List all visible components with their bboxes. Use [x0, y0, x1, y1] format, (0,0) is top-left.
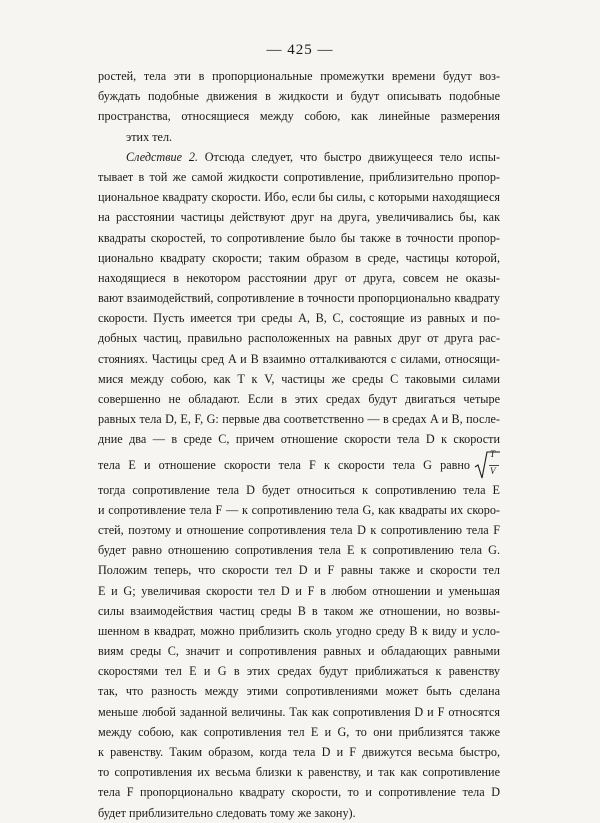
sqrt-formula-line: [98, 450, 500, 480]
text-line: дние два — в среде C, причем отношение скорости тела D к скорости: [98, 432, 500, 447]
text-line: тела F пропорционально квадрату скорости, то и сопротивление тела D: [98, 785, 500, 800]
text-line: тела E и отношение скорости тела F к скорости тела G равно: [98, 457, 470, 472]
sqrt-numerator: T: [490, 448, 496, 459]
text-line: совершенно не обладают. Если в этих средах будут двигаться четыре: [98, 392, 500, 406]
text-line: квадраты скоростей, то сопротивление было бы также в точности пропор-: [98, 230, 500, 245]
text-line: вают взаимодействий, сопротивление в точности пропорционально квадрату: [98, 291, 500, 306]
text-line: силы взаимодействия частиц среды B в таком же отношении, но возвы-: [98, 603, 500, 618]
text-line: к равенству. Таким образом, когда тела D и F движутся весьма быстро,: [98, 745, 500, 759]
text-line: скорости. Пусть имеется три среды A, B, C, состоящие из равных и по-: [98, 311, 500, 326]
text-line: на расстоянии частицы действуют друг на друга, увеличивались бы, как: [98, 210, 500, 225]
text-line: между собою, как сопротивления тел E и G, то они приблизятся также: [98, 724, 500, 739]
text-line: стояниях. Частицы сред A и B взаимно отталкиваются с силами, относящи-: [98, 351, 500, 366]
text-line: и сопротивление тела F — к сопротивлению тела G, как квадраты их скоро-: [98, 502, 500, 517]
text-line: виям среды C, значит и сопротивления равных и обладающих равными: [98, 644, 500, 659]
text-line: этих тел.: [126, 129, 173, 144]
sqrt-denominator: V: [490, 465, 496, 476]
text-line: Положим теперь, что скорости тел D и F равны также и скорости тел: [98, 563, 500, 578]
body-text: [98, 66, 500, 823]
text-line: так, что разность между этими сопротивлениями может быть сделана: [98, 684, 500, 699]
paragraph-2: [98, 147, 500, 823]
text-line: буждать подобные движения в жидкости и будут описывать подобные: [98, 89, 500, 104]
corollary-heading: Следствие 2.: [126, 149, 198, 164]
text-line-rest: Отсюда следует, что быстро движущееся тело испы-: [197, 149, 501, 164]
text-line: циональное квадрату скорости. Ибо, если бы силы, с которыми находящиеся: [98, 190, 500, 205]
text-line: равных тела D, E, F, G: первые два соответственно — в средах A и B, после-: [98, 412, 500, 427]
sqrt-symbol: [474, 450, 500, 480]
text-line: будет приблизительно следовать тому же закону).: [98, 805, 356, 820]
paragraph-1: [98, 66, 500, 147]
text-line: находящиеся в некотором расстоянии друг от друга, совсем не оказы-: [98, 270, 500, 285]
text-line: [98, 147, 500, 167]
text-line: E и G; увеличивая скорости тел D и F в любом отношении и уменьшая: [98, 583, 500, 598]
text-line: ростей, тела эти в пропорциональные промежутки времени будут воз-: [98, 69, 500, 83]
text-line: тывает в той же самой жидкости сопротивление, приблизительно пропор-: [98, 169, 500, 184]
text-line: добных частиц, правильно расположенных на равных друг от друга рас-: [98, 331, 500, 346]
text-line: ционально квадрату скорости; таким образом в среде, частицы которой,: [98, 250, 500, 265]
text-line: стей, поэтому и отношение сопротивления тела D к сопротивлению тела F: [98, 522, 500, 537]
text-line: то сопротивления их весьма близки к равенству, и так как сопротивление: [98, 765, 500, 780]
sqrt-radical-icon: [474, 450, 500, 480]
text-line: шенном в квадрат, можно приблизить сколь угодно среду B к виду и усло-: [98, 623, 500, 638]
text-line: пространства, относящиеся между собою, как линейные размерения: [98, 109, 500, 124]
text-line: тогда сопротивление тела D будет относиться к сопротивлению тела E: [98, 482, 500, 497]
text-line: будет равно отношению сопротивления тела E к сопротивлению тела G.: [98, 543, 500, 558]
text-line: скоростями тел E и G в этих средах будут приближаться к равенству: [98, 664, 500, 679]
text-line: мися между собою, как T к V, частицы же среды C таковыми силами: [98, 371, 500, 386]
page-number: — 425 —: [266, 42, 334, 58]
text-line: меньше любой заданной величины. Так как сопротивления D и F относятся: [98, 704, 500, 719]
